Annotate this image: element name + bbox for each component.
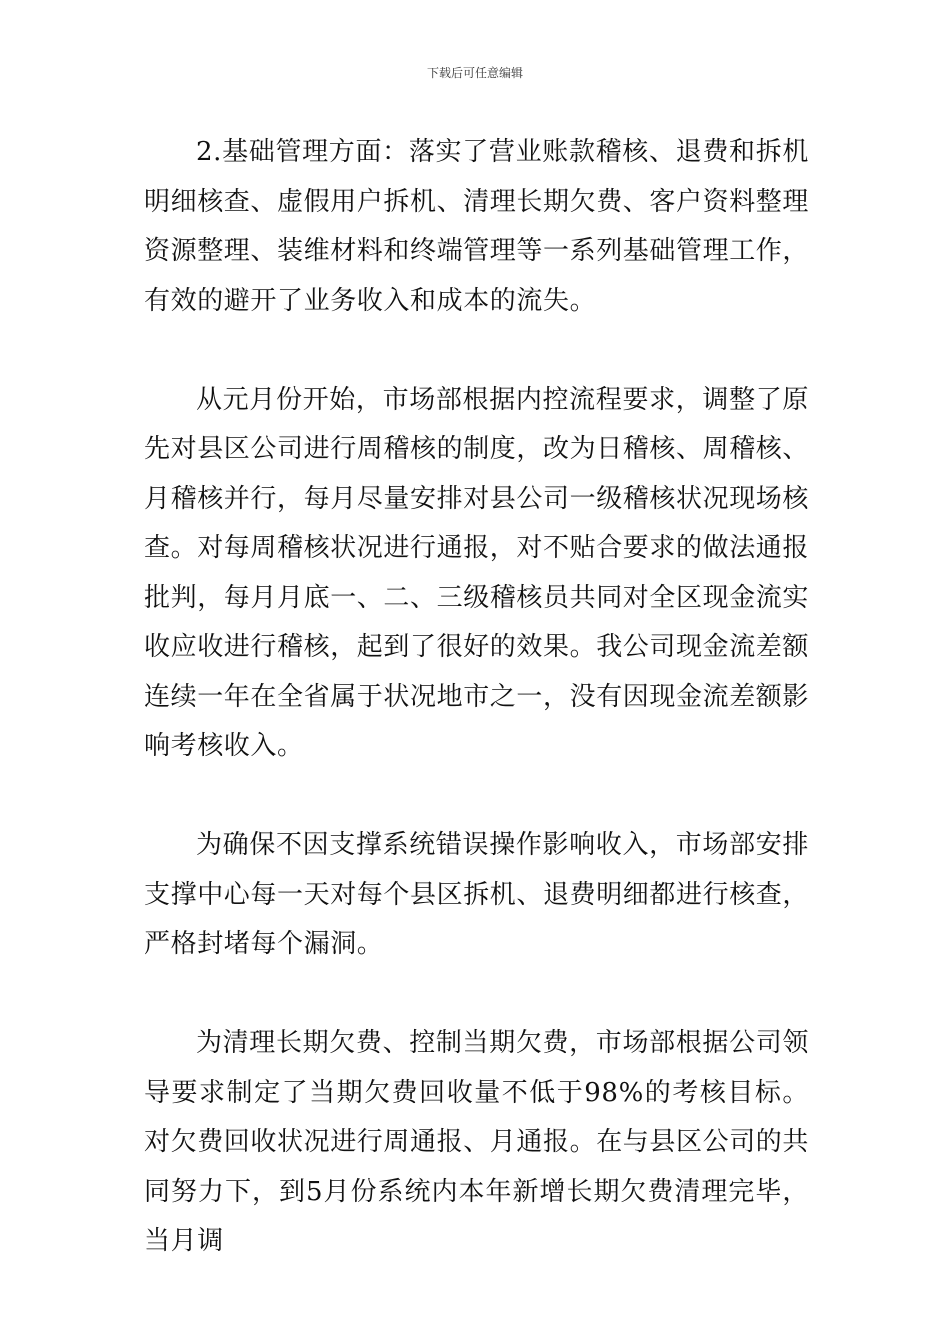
paragraph-audit-system: 从元月份开始，市场部根据内控流程要求，调整了原先对县区公司进行周稽核的制度，改为日稽核、周稽核、月稽核并行，每月尽量安排对县公司一级稽核状况现场核查。对每周稽核状况进行通报，对不贴合要求的做法通报批判，每月月底一、二、三级稽核员共同对全区现金流实收应收进行稽核，起到了很好的效果。我公司现金流差额连续一年在全省属于状况地市之一，没有因现金流差额影响考核收入。: [144, 384, 810, 761]
document-body: [144, 128, 809, 1267]
paragraph-support-system: 为确保不因支撑系统错误操作影响收入，市场部安排支撑中心每一天对每个县区拆机、退费明细都进行核查，严格封堵每个漏洞。: [144, 830, 810, 959]
paragraph-basic-management: 2.基础管理方面：落实了营业账款稽核、退费和拆机明细核查、虚假用户拆机、清理长期欠费、客户资料整理资源整理、装维材料和终端管理等一系列基础管理工作，有效的避开了业务收入和成本的流失。: [144, 137, 810, 316]
page-header: 下载后可任意编辑: [426, 66, 523, 80]
paragraph-arrears-cleanup: 为清理长期欠费、控制当期欠费，市场部根据公司领导要求制定了当期欠费回收量不低于98%的考核目标。对欠费回收状况进行周通报、月通报。在与县区公司的共同努力下，到5月份系统内本年新增长期欠费清理完毕，当月调: [144, 1028, 810, 1256]
